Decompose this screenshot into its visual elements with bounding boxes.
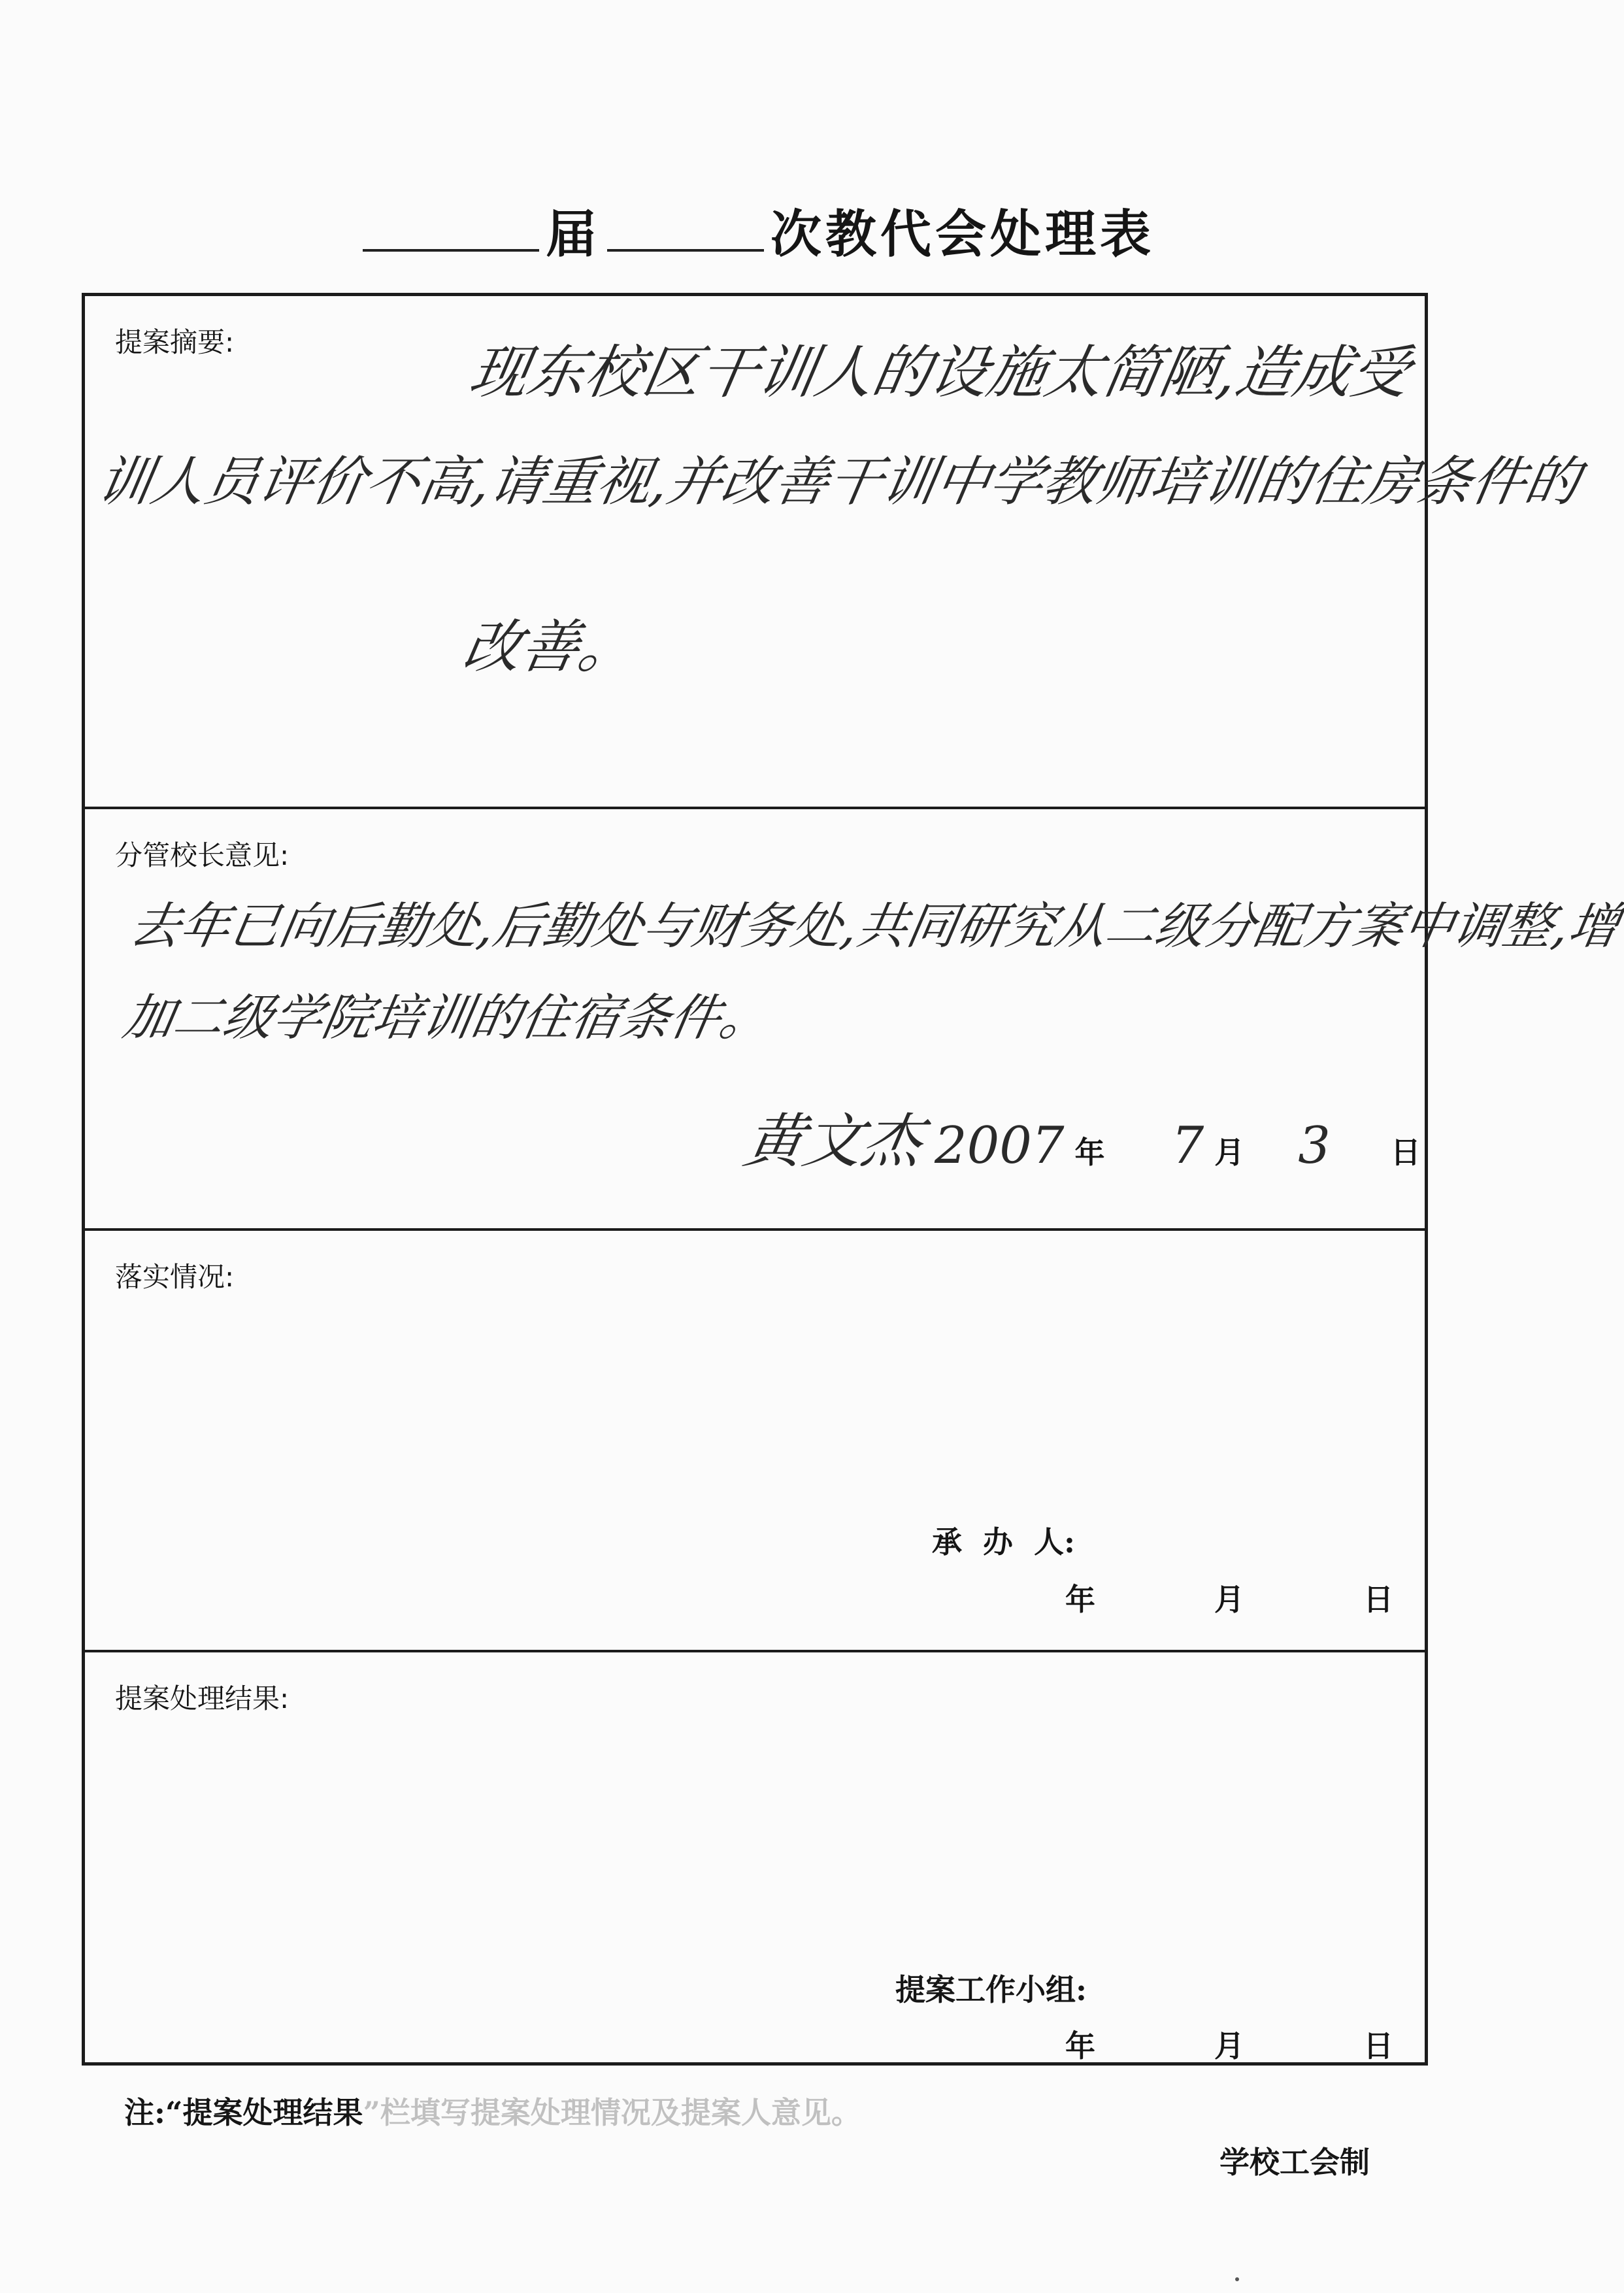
impl-day-label: 日	[1363, 1582, 1394, 1617]
working-group-label: 提案工作小组:	[895, 1972, 1087, 2007]
result-day-label: 日	[1363, 2028, 1394, 2064]
principal-date	[935, 1116, 1421, 1175]
date-year-label: 年	[1074, 1135, 1105, 1170]
section-result	[85, 1652, 1425, 2069]
principal-handwriting-line1: 去年已向后勤处,后勤处与财务处,共同研究从二级分配方案中调整,增	[125, 897, 1624, 955]
summary-label: 提案摘要:	[115, 326, 235, 358]
date-year-handwritten: 2007	[935, 1116, 1065, 1175]
ink-dot	[1235, 2277, 1239, 2281]
principal-label: 分管校长意见:	[115, 839, 290, 871]
implementation-date	[1065, 1576, 1393, 1619]
result-year-label: 年	[1065, 2028, 1095, 2064]
summary-handwriting-line3: 改善。	[458, 613, 643, 680]
summary-handwriting-line1: 现东校区干训人的设施太简陋,造成受	[465, 339, 1416, 406]
processing-form	[82, 293, 1624, 2066]
title-main: 次教代会处理表	[771, 205, 1155, 264]
session-blank	[363, 203, 539, 252]
result-date	[1065, 2022, 1393, 2066]
summary-handwriting-line2: 训人员评价不高,请重视,并改善干训中学教师培训的住房条件的	[92, 451, 1585, 513]
form-title	[0, 193, 1511, 267]
note-prefix: 注:“提案处理结果	[124, 2095, 363, 2130]
principal-handwriting-line2: 加二级学院培训的住宿条件。	[119, 988, 776, 1046]
result-label: 提案处理结果:	[115, 1682, 290, 1715]
impl-year-label: 年	[1065, 1582, 1095, 1617]
date-day-label: 日	[1390, 1135, 1421, 1170]
date-month-label: 月	[1214, 1135, 1245, 1170]
impl-month-label: 月	[1214, 1582, 1245, 1617]
date-day-handwritten: 3	[1298, 1116, 1331, 1175]
footer-note	[124, 2089, 861, 2132]
result-month-label: 月	[1214, 2028, 1245, 2064]
date-month-handwritten: 7	[1171, 1116, 1204, 1175]
section-implementation	[85, 1231, 1425, 1652]
handler-label: 承 办 人:	[932, 1524, 1076, 1560]
note-faded: ”栏填写提案处理情况及提案人意见。	[363, 2095, 861, 2130]
session-suffix: 届	[545, 205, 601, 264]
meeting-blank	[607, 203, 764, 252]
section-principal-opinion	[85, 809, 1624, 1231]
principal-signature: 黄文杰	[738, 1107, 928, 1176]
section-summary	[85, 296, 1585, 809]
maker-label: 学校工会制	[1219, 2145, 1370, 2180]
implementation-label: 落实情况:	[115, 1261, 235, 1293]
